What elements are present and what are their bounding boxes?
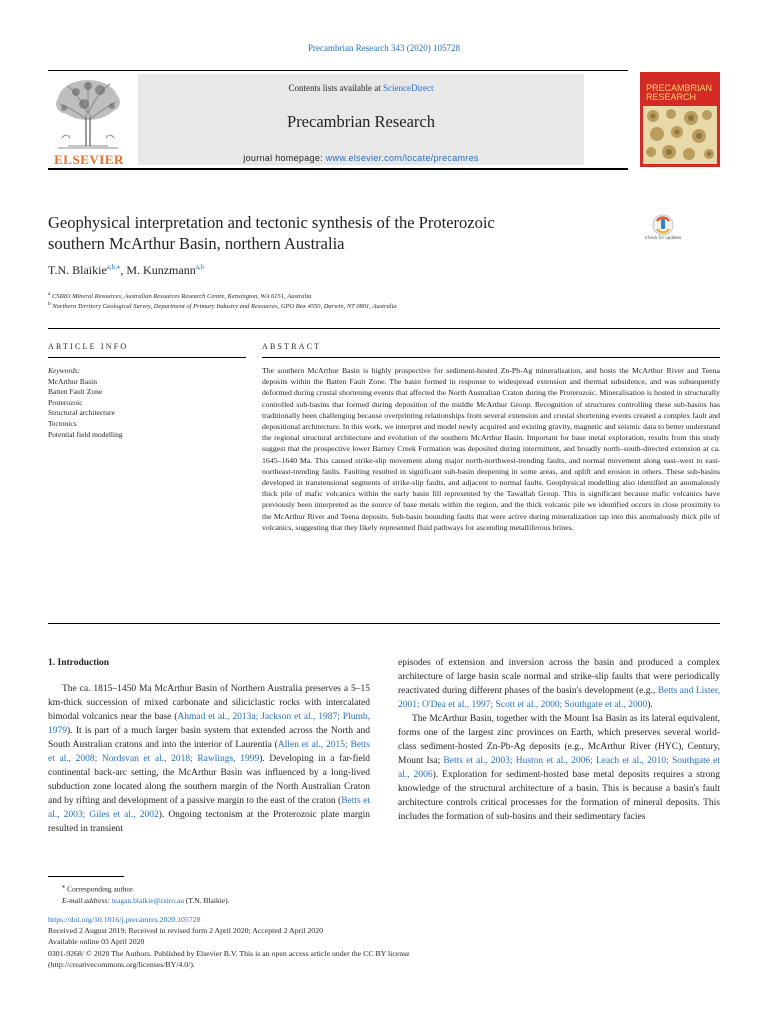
- intro-paragraph-continued: episodes of extension and inversion across the basin and produced a complex architecture of large basin scale normal and strike-slip faults that were periodically reactivated during different phases of the basin's development (e.g., Betts and Lister, 2001; O'Dea et al., 1997; Scott et al., 2000; Southgate et al., 2000).: [398, 658, 720, 710]
- section-divider: [48, 328, 720, 329]
- author-name[interactable]: M. Kunzmann: [126, 263, 196, 277]
- cover-title-line2: RESEARCH: [646, 92, 697, 102]
- keyword-item: Potential field modelling: [48, 429, 123, 439]
- article-info-divider: [48, 357, 246, 358]
- keyword-item: McArthur Basin: [48, 376, 97, 386]
- author-affiliation-marks[interactable]: a,b: [195, 263, 205, 271]
- homepage-line: [138, 153, 584, 163]
- corresponding-author-note: ⁎ Corresponding author.: [62, 883, 135, 894]
- journal-reference-link[interactable]: Precambrian Research 343 (2020) 105728: [308, 43, 460, 53]
- journal-header: [48, 70, 720, 172]
- affiliation-a: $^a$ CSIRO Mineral Resources, Australian Resources Research Centre, Kensington, WA 6151, Australia: [48, 291, 312, 301]
- corresponding-mark: ⁎: [62, 883, 66, 890]
- contents-line: [138, 83, 584, 93]
- cover-title: [646, 84, 716, 102]
- elsevier-wordmark: ELSEVIER: [54, 152, 124, 167]
- journal-name: Precambrian Research: [287, 112, 435, 131]
- sciencedirect-link[interactable]: ScienceDirect: [383, 83, 434, 93]
- citation-link[interactable]: Allen et al., 2015; Betts et al., 2008; Nordsvan et al., 2018; Rawlings, 1999: [48, 740, 370, 764]
- citation-link[interactable]: Betts et al., 2003; Giles et al., 2002: [48, 796, 370, 820]
- author-name[interactable]: T.N. Blaikie: [48, 263, 107, 277]
- available-online: Available online 03 April 2020: [48, 937, 145, 947]
- journal-cover-thumbnail[interactable]: [640, 72, 720, 167]
- abstract-divider: [262, 357, 720, 358]
- doi-link[interactable]: https://doi.org/10.1016/j.precamres.2020.105728: [48, 915, 201, 924]
- title-line2: southern McArthur Basin, northern Australia: [48, 234, 345, 253]
- homepage-url-link[interactable]: www.elsevier.com/locate/precamres: [325, 153, 479, 163]
- email-label: E-mail address:: [62, 895, 112, 905]
- title-line1: Geophysical interpretation and tectonic synthesis of the Proterozoic: [48, 213, 495, 232]
- keyword-item: Batten Fault Zone: [48, 387, 103, 397]
- body-column-right: [398, 656, 720, 824]
- publication-info: [48, 914, 410, 970]
- citation-link[interactable]: Betts and Lister, 2001; O'Dea et al., 1997; Scott et al., 2000; Southgate et al., 2000: [398, 686, 720, 710]
- introduction-heading: 1. Introduction: [48, 658, 110, 668]
- article-info-heading: ARTICLE INFO: [48, 342, 129, 351]
- keyword-item: Structural architecture: [48, 408, 115, 418]
- citation-link[interactable]: Ahmad et al., 2013a; Jackson et al., 1987; Plumb, 1979: [48, 712, 370, 736]
- author-affiliation-marks[interactable]: a,b,⁎: [106, 263, 121, 271]
- affiliation-b-text: Northern Territory Geological Survey, Department of Primary Industry and Resources, GPO Box 4550, Darwin, NT 0801, Australia: [52, 303, 397, 311]
- keyword-item: Tectonics: [48, 418, 77, 428]
- abstract-heading: ABSTRACT: [262, 342, 322, 351]
- license-line: 0301-9268/ © 2020 The Authors. Published by Elsevier B.V. This is an open access article under the CC BY license: [48, 948, 410, 958]
- cover-title-line1: PRECAMBRIAN: [646, 83, 713, 93]
- footnote-divider: [48, 876, 124, 877]
- cover-image-icon: [643, 106, 717, 164]
- intro-paragraph: The ca. 1815–1450 Ma McArthur Basin of Northern Australia preserves a 5–15 km-thick succession of mixed carbonate and siliciclastic rocks with intercalated bimodal volcanics near the base (Ahmad et al., 2013a; Jackson et al., 1987; Plumb, 1979). It is part of a much larger basin system that extended across the North and South Australian cratons and into the interior of Laurentia (Allen et al., 2015; Betts et al., 2008; Nordsvan et al., 2018; Rawlings, 1999). Developing in a far-field continental back-arc setting, the McArthur Basin was influenced by a long-lived subduction zone located along the southern margin of the North Australian Craton and by rifting and development of a passive margin to the east of the craton (Betts et al., 2003; Giles et al., 2002). Ongoing tectonism at the Proterozoic plate margin resulted in transient: [48, 684, 370, 834]
- footnote: [48, 881, 230, 906]
- elsevier-tree-icon: [48, 74, 128, 150]
- check-for-updates-label: Check for updates: [644, 235, 682, 240]
- email-note: E-mail address: teagan.blaikie@csiro.au (T.N. Blaikie).: [62, 895, 230, 905]
- email-link[interactable]: teagan.blaikie@csiro.au: [111, 895, 185, 905]
- contents-prefix: Contents lists available at: [288, 83, 383, 93]
- intro-paragraph: The McArthur Basin, together with the Mount Isa Basin as its lateral equivalent, forms one of the largest zinc provinces on Earth, which preserves several world-class sediment-hosted Zn-Pb-Ag deposits (e.g., McArthur River (HYC), Century, Mount Isa; Betts et al., 2003; Huston et al., 2006; Leach et al., 2010; Southgate et al., 2006). Exploration for sediment-hosted base metal deposits requires a strong knowledge of the structural architecture of a basin. This is because a basin's fault architecture controls critical processes for the formation of mineral deposits. This includes the formation of sub-basins and their sedimentary facies: [398, 714, 720, 822]
- keywords-list: [48, 366, 248, 440]
- header-bottom-rule: [48, 168, 628, 170]
- header-top-rule: [48, 70, 628, 71]
- keyword-item: Proterozoic: [48, 397, 83, 407]
- license-url: (http://creativecommons.org/licenses/BY/4.0/).: [48, 959, 195, 969]
- received-dates: Received 2 August 2019; Received in revised form 2 April 2020; Accepted 2 April 2020: [48, 926, 324, 936]
- body-column-left: [48, 656, 370, 836]
- author-list: T.N. Blaikie$^{a,b,⁎}$, M. Kunzmann$^{a,b}$: [48, 263, 205, 277]
- keywords-label: Keywords:: [48, 366, 81, 375]
- abstract-bottom-divider: [48, 623, 720, 624]
- citation-link[interactable]: Betts et al., 2003; Huston et al., 2006; Leach et al., 2010; Southgate et al., 2006: [398, 756, 720, 780]
- affiliation-a-text: CSIRO Mineral Resources, Australian Resources Research Centre, Kensington, WA 6151, Australia: [52, 293, 312, 301]
- homepage-label: journal homepage:: [243, 153, 326, 163]
- check-for-updates-icon: [648, 213, 678, 249]
- affiliation-b: $^b$ Northern Territory Geological Survey, Department of Primary Industry and Resources, GPO Box 4550, Darwin, NT 0801, Australia: [48, 301, 397, 311]
- article-title: [48, 212, 608, 254]
- check-for-updates-button[interactable]: [644, 213, 682, 249]
- header-info-box: [138, 74, 584, 165]
- elsevier-tree-logo[interactable]: [48, 74, 128, 167]
- abstract-text: The southern McArthur Basin is highly prospective for sediment-hosted Zn-Pb-Ag mineralisation, and hosts the McArthur River and Teena deposits within the Batten Fault Zone. The basin formed in response to widespread extension and thermal subsidence, and was subsequently deformed during crustal shortening events that affected the North Australian Craton during the Proterozoic. Mineralisation is hosted in structurally controlled sub-basins that formed during deposition of the middle McArthur Group. Recognition of structures controlling these sub-basins has traditionally been challenging because overprinting relationships from several extension and crustal shortening events created a complex fault and depositional architecture. In this work, we interpret and model newly acquired and existing gravity, magnetic and seismic data to better understand the regional structural architecture and evolution of the southern McArthur Basin. Important for base metal exploration, results from this study suggest that the prospective lower Barney Creek Formation was deposited during intermittent, and broadly north–south-directed extension at ca. 1645–1640 Ma. This caused strike-slip movement along major north-northwest-trending faults, and normal movement along east–west to east-northeast-trending faults. Faulting resulted in significant sub-basin deepening in some areas, and uplift and erosion in others. These sub-basins developed in transtensional segments of strike-slip faults, and adjacent to normal faults. Geophysical modelling also identified an anomalously thick pile of mafic volcanics within the early basin fill represented by the Tawallah Group. This is significant because mafic volcanics have previously been interpreted as the source of base metals within the region, and the thick volcanic pile we identified occurs in close proximity to the McArthur River and Teena deposits. Sub-basin bounding faults that were active during mineralization tap into this anomalously thick pile of volcanics, suggesting that they likely represented fluid pathways for ascending metalliferous brines.: [262, 366, 720, 532]
